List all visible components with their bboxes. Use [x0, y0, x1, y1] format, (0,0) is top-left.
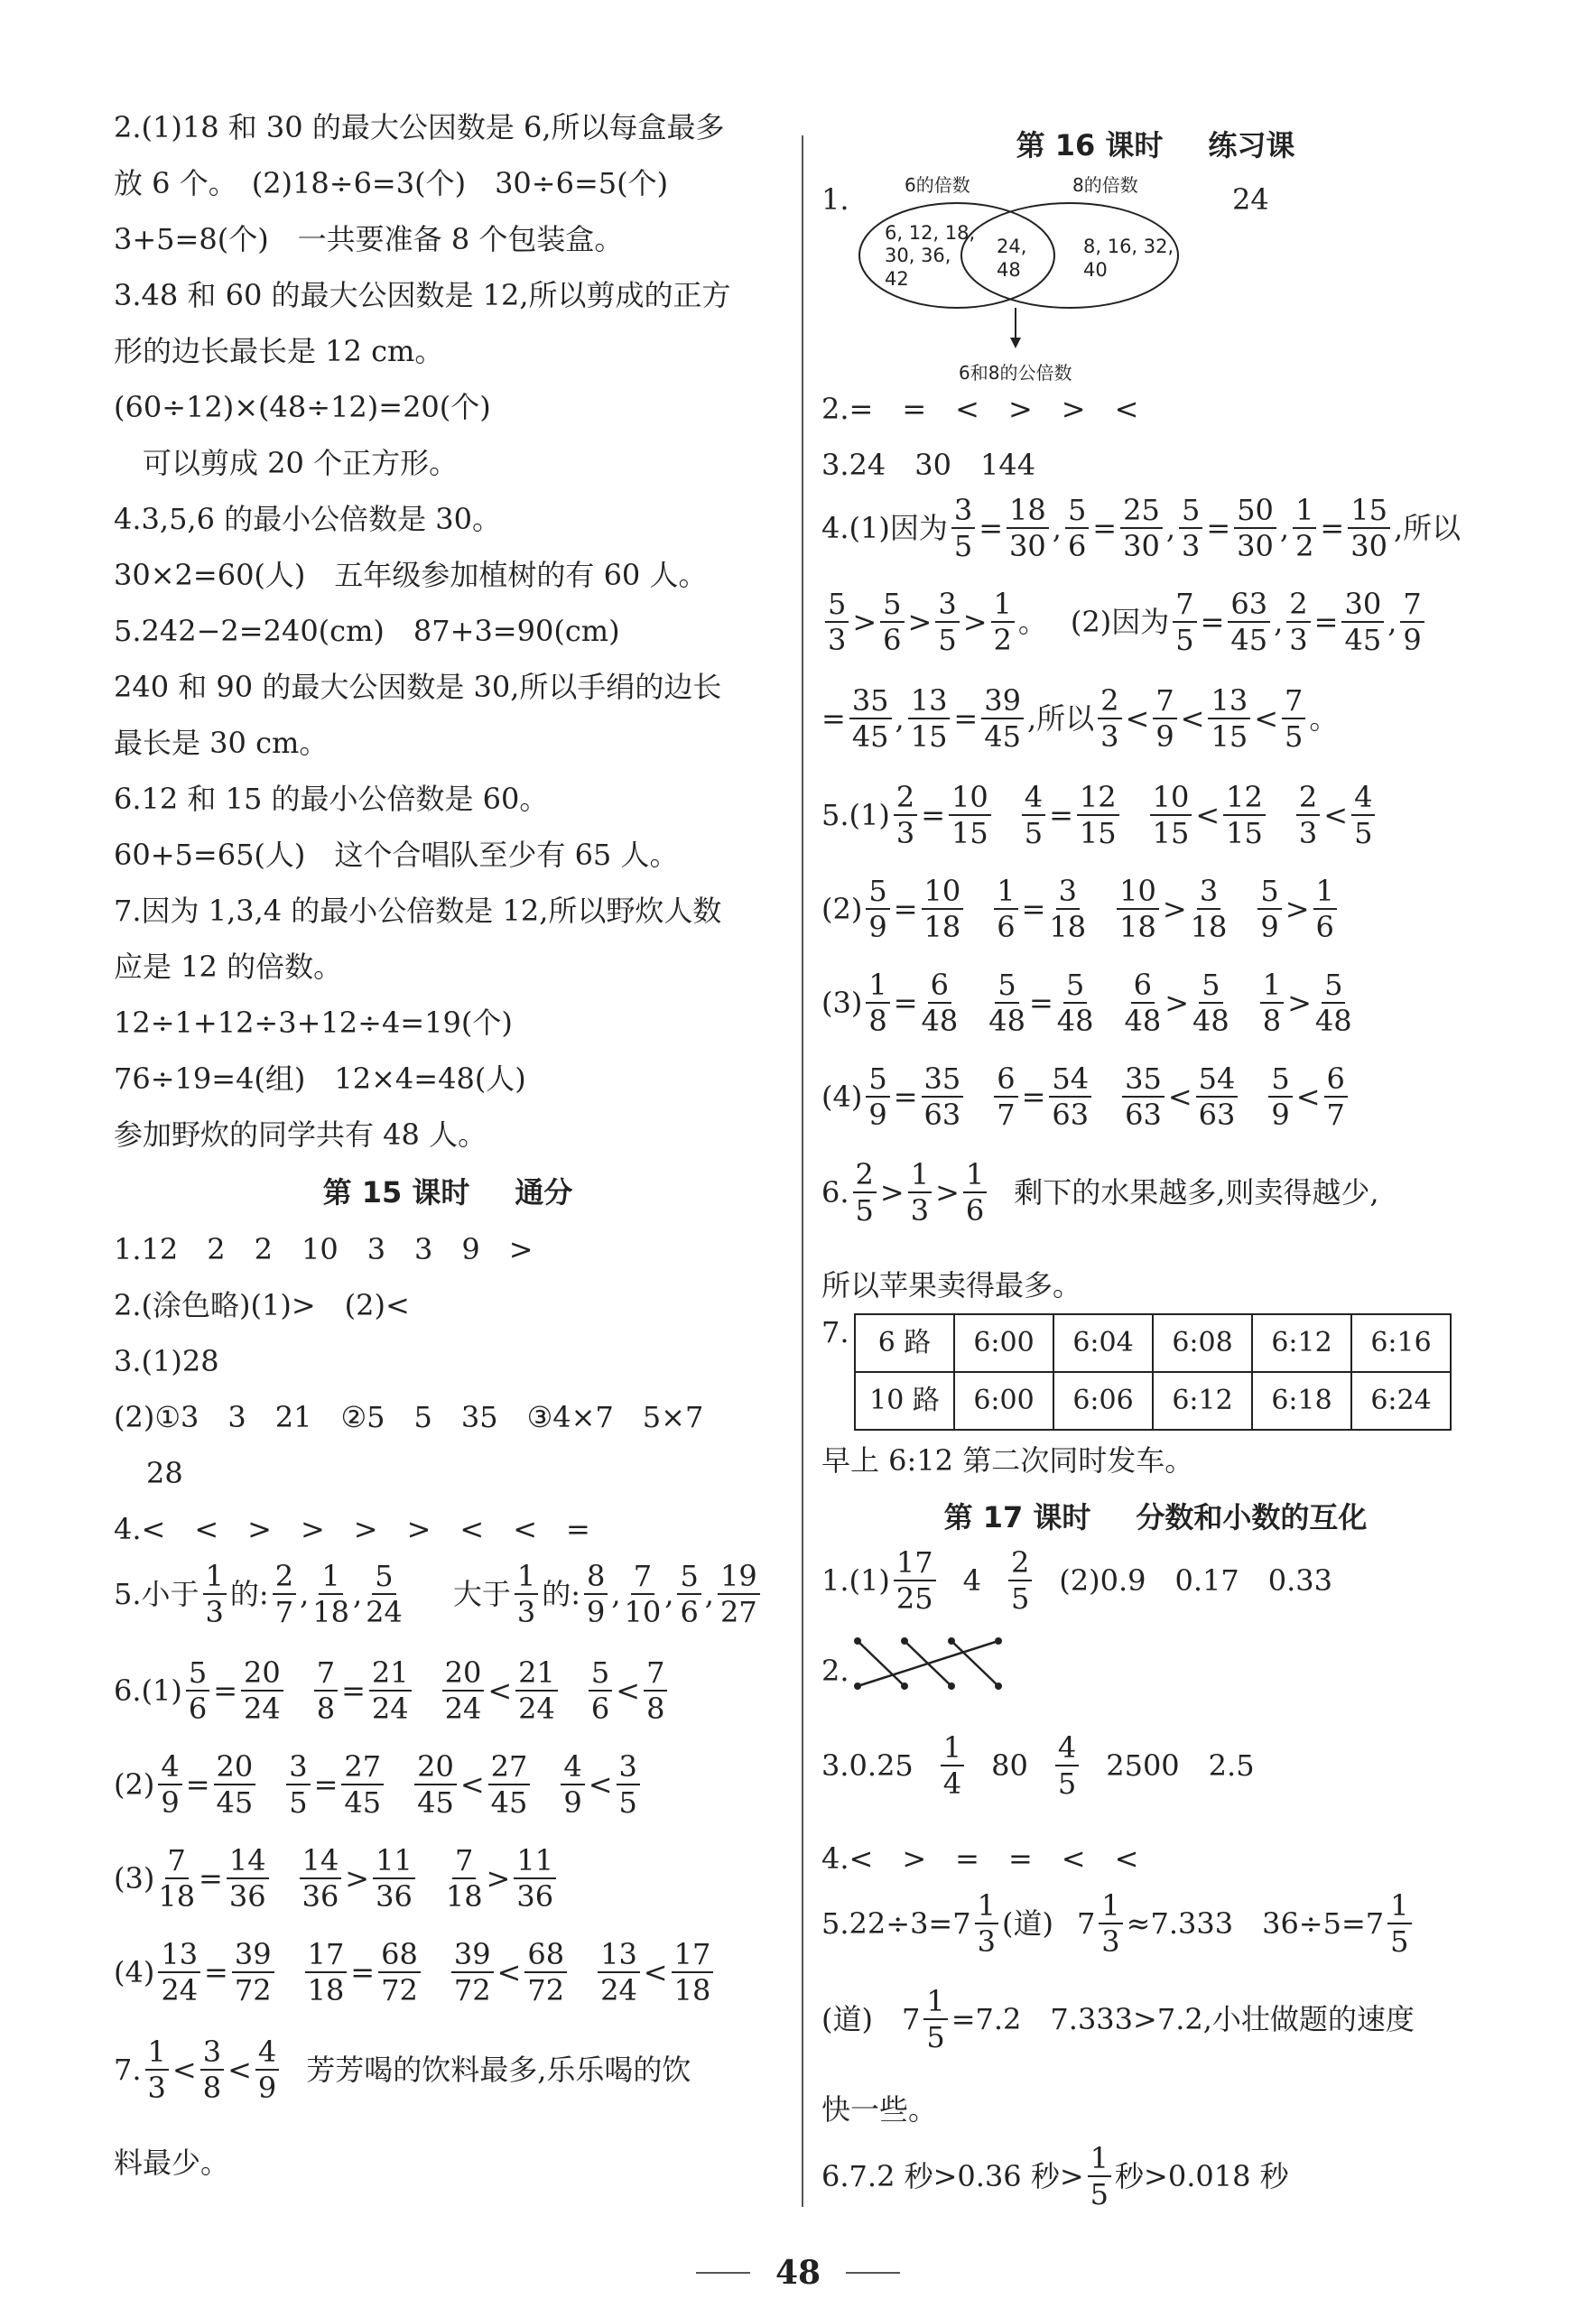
fraction: 1 3 — [203, 1562, 227, 1627]
text-line: 3+5=8(个) 一共要准备 8 个包装盒。 — [114, 222, 624, 256]
text: 大于 — [452, 1577, 511, 1611]
text-line: 形的边长最长是 12 cm。 — [114, 334, 444, 368]
fraction-line: = 35 45 , 13 15 = 39 45 ,所以 2 3 < 7 9 < 13 15 < 7 5 。 — [821, 683, 1339, 754]
section-title-16 — [821, 128, 1489, 162]
text-line: 240 和 90 的最大公因数是 30,所以手绢的边长 — [114, 670, 722, 704]
matching-lines — [849, 1634, 1011, 1697]
section-name: 通分 — [515, 1175, 573, 1210]
table-cell: 6:04 — [1053, 1314, 1153, 1372]
text: 剩下的水果越多,则卖得越少, — [1014, 1175, 1379, 1210]
text-line: 料最少。 — [114, 2146, 230, 2180]
fraction-line: 6.(1) 5 6 = 20 24 7 8 = 21 24 20 24 < 21 24 5 6 < 7 8 — [114, 1658, 671, 1723]
fraction-line: 5 3 > 5 6 > 3 5 > 1 2 。 (2)因为 7 5 = 63 45 , 2 3 = 30 45 , 7 9 — [821, 589, 1428, 654]
text-line: 最长是 30 cm。 — [114, 726, 329, 760]
venn-mid-text: 24, — [997, 236, 1027, 257]
venn-left-text: 6, 12, 18, — [885, 222, 976, 244]
fraction-line: (3) 1 8 = 6 48 5 48 = 5 48 6 48 > 5 48 1 8 > 5 48 — [821, 968, 1352, 1038]
text-line: 4.3,5,6 的最小公倍数是 30。 — [114, 502, 502, 536]
text-line: 5.242−2=240(cm) 87+3=90(cm) — [114, 614, 620, 648]
text-line: 3.48 和 60 的最大公因数是 12,所以剪成的正方 — [114, 278, 731, 312]
fraction-line: 7. 1 3 < 3 8 < 4 9 芳芳喝的饮料最多,乐乐喝的饮 — [114, 2035, 691, 2105]
text: =7.2 7.333>7.2,小壮做题的速度 — [951, 2002, 1415, 2036]
venn-left-text: 42 — [885, 268, 909, 290]
table-cell: 6:12 — [1252, 1314, 1351, 1372]
text-line: 4.< < > > > > < < = — [114, 1512, 590, 1546]
text: 的: — [542, 1577, 581, 1611]
text-line: 12÷1+12÷3+12÷4=19(个) — [114, 1006, 513, 1040]
fraction-line: (2) 4 9 = 20 45 3 5 = 27 45 20 45 < 27 45 4 9 < 3 5 — [114, 1752, 644, 1817]
section-number: 第 15 课时 — [322, 1175, 470, 1210]
section-number: 第 17 课时 — [943, 1500, 1091, 1534]
footer-dash — [846, 2272, 900, 2274]
venn-left-text: 30, 36, — [885, 245, 951, 266]
text: 1.(1) — [821, 1563, 890, 1598]
text-line: 参加野炊的同学共有 48 人。 — [114, 1117, 487, 1152]
table-cell: 6:16 — [1351, 1314, 1451, 1372]
text: (2)因为 — [1070, 605, 1170, 639]
text: (道) 7 — [821, 2002, 921, 2036]
text-line: 3.24 30 144 — [821, 448, 1036, 482]
table-cell: 6:00 — [954, 1372, 1053, 1430]
table-cell: 10 路 — [855, 1372, 954, 1430]
text-line: 早上 6:12 第二次同时发车。 — [821, 1443, 1194, 1478]
fraction-line: 5.小于 1 3 的: 2 7 , 1 18 , 5 24 大于 1 3 的: 8 9 , 7 10 , 5 6 , 19 27 — [114, 1562, 764, 1627]
section-name: 练习课 — [1208, 128, 1295, 162]
text-line: 4.< > = = < < — [821, 1841, 1139, 1876]
text-line: (60÷12)×(48÷12)=20(个) — [114, 390, 491, 424]
fraction-line: 5.22÷3=7 1 3 (道) 7 $\frac{1}{3}$ ≈7.333 36÷5=7 1 5 — [821, 1891, 1415, 1956]
table-cell: 6:18 — [1252, 1372, 1351, 1430]
text-line: 7. — [821, 1315, 849, 1349]
text: 4 — [962, 1563, 981, 1598]
text: ≈7.333 36÷5=7 — [1126, 1906, 1385, 1941]
text-line: 2.= = < > > < — [821, 392, 1139, 426]
bus-schedule-table — [854, 1313, 1452, 1431]
text: 2500 2.5 — [1106, 1748, 1255, 1783]
fraction-line: 1.(1) 17 25 4 2 5 (2)0.9 0.17 0.33 — [821, 1545, 1333, 1616]
text-line: 60+5=65(人) 这个合唱队至少有 65 人。 — [114, 838, 679, 872]
text: 4.(1)因为 — [821, 511, 948, 545]
text: 的: — [229, 1577, 269, 1611]
venn-right-text: 8, 16, 32, — [1083, 236, 1174, 257]
section-title-17 — [821, 1500, 1489, 1534]
text: ,所以 — [1026, 701, 1095, 736]
table-cell: 6:12 — [1153, 1372, 1252, 1430]
text: (2)0.9 0.17 0.33 — [1059, 1563, 1333, 1598]
text: (道) — [1001, 1906, 1053, 1941]
venn-bottom-label: 6和8的公倍数 — [959, 362, 1072, 384]
text: 5.22÷3=7 — [821, 1906, 971, 1941]
text-line: 2.(涂色略)(1)> (2)< — [114, 1288, 410, 1322]
fraction-line: 6. 2 5 > 1 3 > 1 6 剩下的水果越多,则卖得越少, — [821, 1157, 1379, 1228]
table-row — [855, 1372, 1451, 1430]
text-line: 30×2=60(人) 五年级参加植树的有 60 人。 — [114, 558, 708, 592]
fraction-line: 4.(1)因为 3 5 = 18 30 , 5 6 = 25 30 , 5 3 = 50 30 , 1 2 = 15 30 ,所以 — [821, 493, 1461, 563]
fraction-line: 5.(1) 2 3 = 10 15 4 5 = 12 15 10 15 < 12 15 2 3 < 4 5 — [821, 783, 1378, 848]
text: 80 — [991, 1748, 1028, 1783]
fraction-line: (4) 13 24 = 39 72 17 18 = 68 72 39 72 < 68 72 13 24 < 17 18 — [114, 1940, 717, 2005]
text: ,所以 — [1393, 511, 1461, 545]
text: 芳芳喝的饮料最多,乐乐喝的饮 — [306, 2053, 691, 2087]
text-line: 快一些。 — [821, 2092, 938, 2127]
text-line: 7.因为 1,3,4 的最小公倍数是 12,所以野炊人数 — [114, 894, 722, 928]
text-line: 2. — [821, 1654, 849, 1688]
section-title-15 — [114, 1175, 782, 1210]
text: 5.小于 — [114, 1577, 200, 1611]
page-number: 48 — [775, 2254, 821, 2292]
table-cell: 6:24 — [1351, 1372, 1451, 1430]
text-line: 76÷19=4(组) 12×4=48(人) — [114, 1061, 526, 1096]
text: 3.0.25 — [821, 1748, 914, 1783]
text-line: 3.(1)28 — [114, 1344, 219, 1378]
fraction-line: 3.0.25 1 4 80 4 5 2500 2.5 — [821, 1730, 1255, 1801]
fraction-line: (3) 7 18 = 14 36 14 36 > 11 36 7 18 > 11 36 — [114, 1846, 560, 1911]
text-line: 可以剪成 20 个正方形。 — [114, 446, 459, 480]
text-line: 28 — [146, 1456, 183, 1490]
section-number: 第 16 课时 — [1016, 128, 1164, 162]
text-line: 1. — [821, 182, 849, 217]
fraction-line: 6.7.2 秒>0.36 秒> 1 5 秒>0.018 秒 — [821, 2141, 1289, 2211]
venn-mid-text: 48 — [997, 259, 1021, 281]
table-cell: 6:06 — [1053, 1372, 1153, 1430]
venn-diagram — [849, 171, 1246, 415]
text: 6.7.2 秒>0.36 秒> — [821, 2159, 1084, 2193]
text: 秒>0.018 秒 — [1115, 2159, 1289, 2193]
text-line: (2)①3 3 21 ②5 5 35 ③4×7 5×7 — [114, 1400, 704, 1434]
venn-answer: 24 — [1232, 182, 1269, 217]
venn-label-right: 8的倍数 — [1072, 174, 1138, 196]
page-footer — [0, 2254, 1596, 2292]
text-line: 6.12 和 15 的最小公倍数是 60。 — [114, 782, 549, 816]
table-cell: 6:00 — [954, 1314, 1053, 1372]
table-cell: 6 路 — [855, 1314, 954, 1372]
section-name: 分数和小数的互化 — [1136, 1500, 1368, 1534]
fraction-line: (道) 7 $\frac{1}{5}$ =7.2 7.333>7.2,小壮做题的速度 — [821, 1984, 1415, 2054]
arrow-head — [1010, 338, 1021, 348]
text-line: 放 6 个。 (2)18÷6=3(个) 30÷6=5(个) — [114, 166, 669, 200]
text-line: 所以苹果卖得最多。 — [821, 1268, 1082, 1302]
table-cell: 6:08 — [1153, 1314, 1252, 1372]
text-line: 2.(1)18 和 30 的最大公因数是 6,所以每盒最多 — [114, 110, 725, 144]
text-line: 1.12 2 2 10 3 3 9 > — [114, 1232, 534, 1266]
fraction-line: (4) 5 9 = 35 63 6 7 = 54 63 35 63 < 54 63 5 9 < 6 7 — [821, 1064, 1351, 1129]
venn-label-left: 6的倍数 — [905, 174, 970, 196]
footer-dash — [696, 2272, 750, 2274]
venn-right-text: 40 — [1083, 259, 1108, 281]
text-line: 应是 12 的倍数。 — [114, 950, 343, 984]
table-row — [855, 1314, 1451, 1372]
fraction-line: (2) 5 9 = 10 18 1 6 = 3 18 10 18 > 3 18 5 9 > 1 6 — [821, 876, 1341, 941]
column-divider — [802, 135, 803, 2207]
